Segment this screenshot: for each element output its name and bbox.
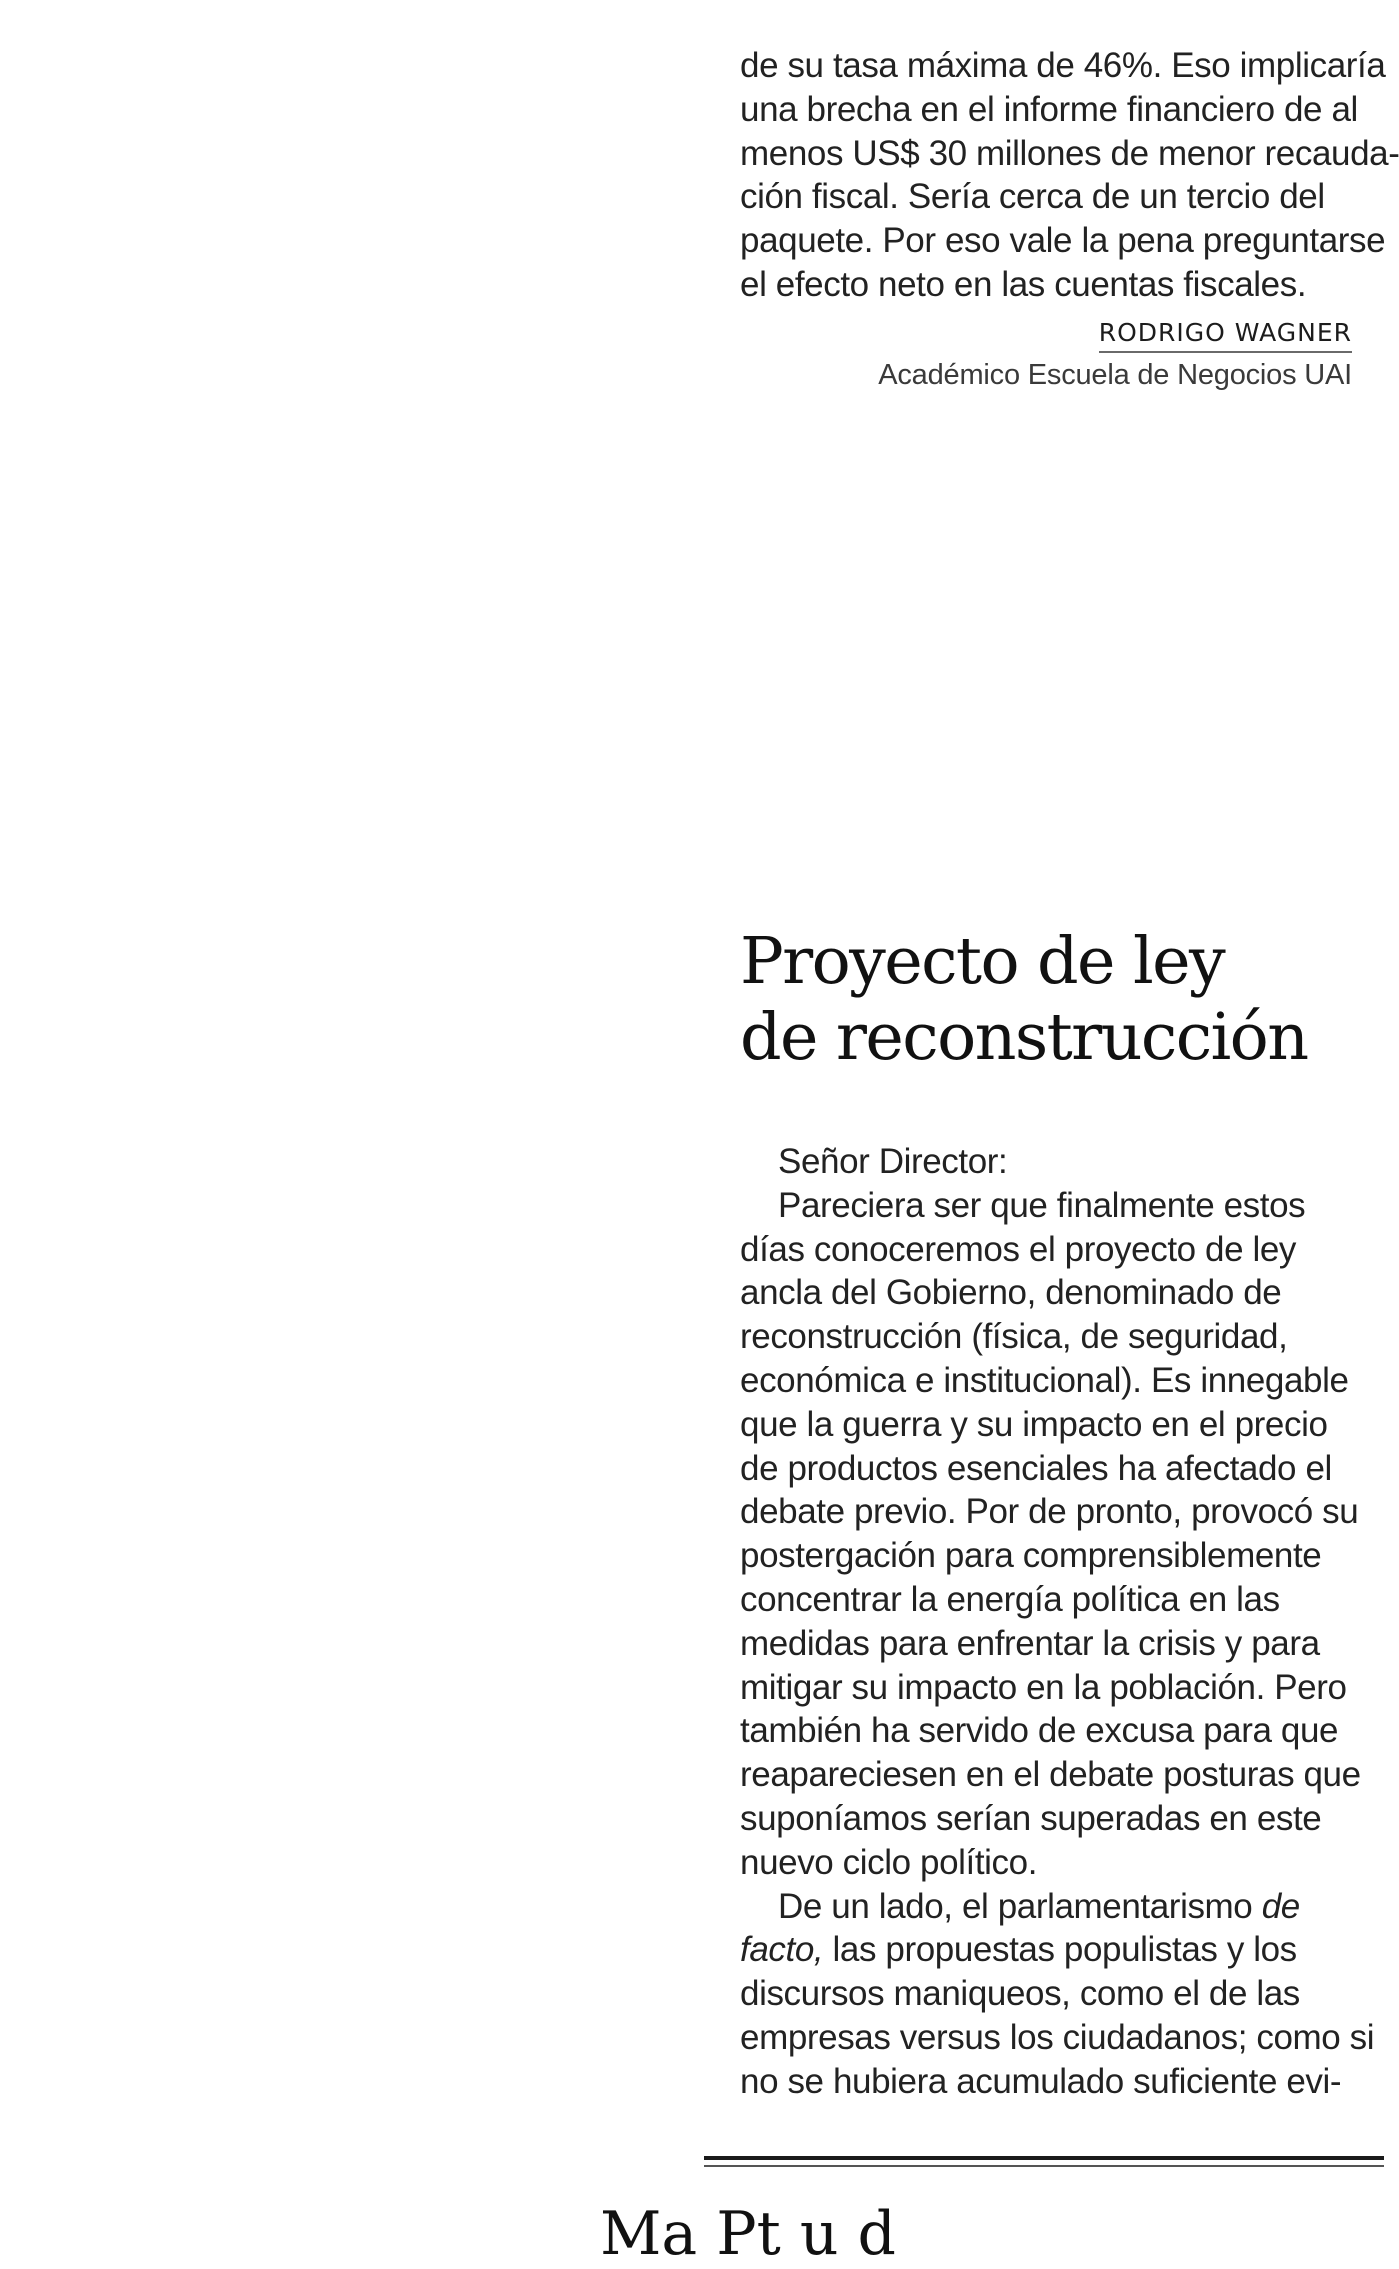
- headline-line: Proyecto de ley: [740, 924, 1225, 999]
- text-line: una brecha en el informe financiero de al: [740, 89, 1358, 129]
- text-line: empresas versus los ciudadanos; como si: [740, 2017, 1375, 2057]
- text-line: ción fiscal. Sería cerca de un tercio del: [740, 177, 1325, 217]
- headline-line: de reconstrucción: [740, 1000, 1308, 1075]
- text-line: de productos esenciales ha afectado el: [740, 1448, 1332, 1488]
- text-line: suponíamos serían superadas en este: [740, 1798, 1322, 1838]
- author-name: RODRIGO WAGNER: [1099, 318, 1352, 353]
- author-affiliation: Académico Escuela de Negocios UAI: [878, 359, 1352, 391]
- text-line: de su tasa máxima de 46%. Eso implicaría: [740, 46, 1386, 85]
- salutation: Señor Director:: [778, 1142, 1008, 1181]
- author-signature: [878, 318, 1352, 392]
- text-line: el efecto neto en las cuentas fiscales.: [740, 264, 1307, 304]
- text-line: Pareciera ser que finalmente estos: [778, 1185, 1306, 1225]
- text-line: medidas para enfrentar la crisis y para: [740, 1623, 1320, 1663]
- text-line: [740, 1928, 1370, 1972]
- text-line: días conoceremos el proyecto de ley: [740, 1229, 1297, 1269]
- section-divider: [704, 2156, 1384, 2160]
- text-line: concentrar la energía política en las: [740, 1579, 1280, 1619]
- letter-headline: [740, 924, 1307, 1076]
- text-line: mitigar su impacto en la población. Pero: [740, 1667, 1347, 1707]
- text-line: ancla del Gobierno, denominado de: [740, 1273, 1282, 1313]
- section-divider-thin: [704, 2165, 1384, 2167]
- text-line: reapareciesen en el debate posturas que: [740, 1755, 1361, 1795]
- text-line: reconstrucción (física, de seguridad,: [740, 1317, 1288, 1357]
- text-line: no se hubiera acumulado suficiente evi-: [740, 2061, 1342, 2101]
- next-article-title-cropped: Ma Pt u d: [600, 2199, 896, 2269]
- text-line: debate previo. Por de pronto, provocó su: [740, 1492, 1359, 1532]
- text-run: las propuestas populistas y los: [823, 1930, 1297, 1970]
- paragraph-2: [740, 1885, 1375, 2104]
- signature-area: [740, 0, 1399, 400]
- paragraph-1: [740, 1184, 1370, 1885]
- text-line: económica e institucional). Es innegable: [740, 1360, 1349, 1400]
- text-line: menos US$ 30 millones de menor recauda-: [740, 133, 1399, 173]
- italic-run: facto,: [740, 1930, 824, 1970]
- text-line: paquete. Por eso vale la pena preguntarse: [740, 221, 1386, 261]
- text-line: que la guerra y su impacto en el precio: [740, 1404, 1328, 1444]
- text-line: también ha servido de excusa para que: [740, 1711, 1339, 1751]
- text-line: nuevo ciclo político.: [740, 1842, 1038, 1882]
- text-run: De un lado, el parlamentarismo: [778, 1886, 1262, 1926]
- letter-body: [740, 1140, 1375, 2104]
- text-line: [740, 1885, 1370, 1929]
- text-line: discursos maniqueos, como el de las: [740, 1974, 1300, 2014]
- italic-run: de: [1261, 1886, 1300, 1926]
- text-line: postergación para comprensiblemente: [740, 1536, 1322, 1576]
